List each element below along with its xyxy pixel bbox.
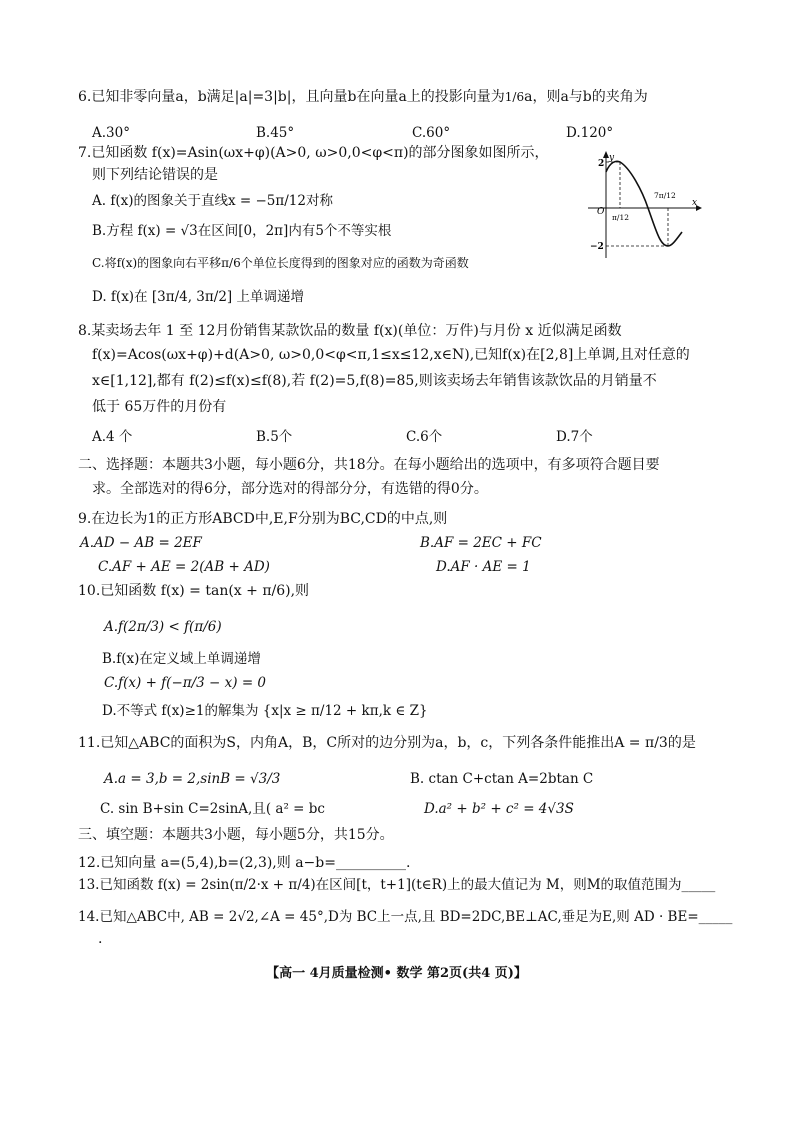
q13-stem: 13.已知函数 f(x) = 2sin(π/2·x + π/4)在区间[t，t+1](t∈R)上的最大值记为 M，则M的取值范围为_____ (78, 877, 716, 893)
q7-option-d: D. f(x)在 [3π/4, 3π/2] 上单调递增 (92, 289, 304, 305)
q11-stem: 11.已知△ABC的面积为S，内角A，B，C所对的边分别为a，b，c，下列各条件能推出A = π/3的是 (78, 735, 696, 751)
q8-option-d: D.7个 (556, 429, 593, 445)
q14-stem: 14.已知△ABC中, AB = 2√2,∠A = 45°,D为 BC上一点,且 BD=2DC,BE⊥AC,垂足为E,则 AD · BE=_____ (78, 909, 733, 925)
q7-option-a: A. f(x)的图象关于直线x = −5π/12对称 (92, 193, 333, 209)
q7-stem-2: 则下列结论错误的是 (92, 167, 218, 183)
q6-option-a: A.30° (92, 125, 130, 141)
q11-option-d: D.a² + b² + c² = 4√3S (424, 801, 574, 817)
q11-option-c: C. sin B+sin C=2sinA,且( a² = bc (100, 801, 325, 817)
q10-option-d: D.不等式 f(x)≥1的解集为 {x|x ≥ π/12 + kπ,k ∈ Z} (102, 703, 428, 719)
q6-option-b: B.45° (256, 125, 295, 141)
q7-option-c: C.将f(x)的图象向右平移π/6个单位长度得到的图象对应的函数为奇函数 (92, 256, 469, 270)
section-2-heading-2: 求。全部选对的得6分，部分选对的得部分分，有选错的得0分。 (92, 481, 488, 497)
section-3-heading: 三、填空题：本题共3小题，每小题5分，共15分。 (78, 827, 394, 843)
q9-option-d: D.AF · AE = 1 (436, 559, 531, 575)
q7-stem-1: 7.已知函数 f(x)=Asin(ωx+φ)(A>0, ω>0,0<φ<π)的部分图象如图所示， (78, 145, 549, 161)
q8-option-b: B.5个 (256, 429, 293, 445)
q14-continuation: . (98, 931, 103, 947)
q11-option-b: B. ctan C+ctan A=2btan C (410, 771, 594, 787)
q9-stem: 9.在边长为1的正方形ABCD中,E,F分别为BC,CD的中点,则 (78, 511, 448, 527)
q10-option-a: A.f(2π/3) < f(π/6) (104, 619, 222, 635)
q9-option-a: A.AD − AB = 2EF (80, 535, 202, 551)
q10-stem: 10.已知函数 f(x) = tan(x + π/6),则 (78, 583, 310, 599)
origin-label: O (597, 207, 605, 217)
q11-option-a: A.a = 3,b = 2,sinB = √3/3 (104, 771, 281, 787)
x-axis-label: x (692, 198, 698, 208)
q9-option-b: B.AF = 2EC + FC (420, 535, 542, 551)
q7-sine-graph (584, 150, 704, 262)
q7-option-b: B.方程 f(x) = √3在区间[0，2π]内有5个不等实根 (92, 223, 392, 239)
q6-option-d: D.120° (566, 125, 614, 141)
page-footer: 【高一 4月质量检测• 数学 第2页(共4 页)】 (266, 966, 527, 981)
q12-stem: 12.已知向量 a=(5,4),b=(2,3),则 a−b=__________. (78, 855, 411, 871)
q9-option-c: C.AF + AE = 2(AB + AD) (98, 559, 270, 575)
q6-stem-text: 6.已知非零向量a，b满足|a|=3|b|，且向量b在向量a上的投影向量为 (78, 89, 505, 105)
y-max-label: 2 (598, 159, 605, 169)
q10-option-c: C.f(x) + f(−π/3 − x) = 0 (104, 675, 267, 691)
q8-option-c: C.6个 (406, 429, 443, 445)
q10-option-b: B.f(x)在定义域上单调递增 (102, 651, 261, 667)
sine-curve (606, 161, 682, 246)
q6-option-c: C.60° (412, 125, 451, 141)
section-2-heading-1: 二、选择题：本题共3小题，每小题6分，共18分。在每小题给出的选项中，有多项符合题目要 (78, 457, 660, 473)
q6-stem-end: a，则a与b的夹角为 (524, 89, 648, 105)
q8-line-1: 8.某卖场去年 1 至 12月份销售某款饮品的数量 f(x)(单位：万件)与月份 x 近似满足函数 (78, 323, 622, 339)
q8-option-a: A.4 个 (92, 429, 133, 445)
q8-line-2: f(x)=Acos(ωx+φ)+d(A>0, ω>0,0<φ<π,1≤x≤12,x∈N),已知f(x)在[2,8]上单调,且对任意的 (92, 347, 690, 363)
q6-stem (78, 88, 648, 106)
q8-line-4: 低于 65万件的月份有 (92, 399, 227, 415)
q8-line-3: x∈[1,12],都有 f(2)≤f(x)≤f(8),若 f(2)=5,f(8)=85,则该卖场去年销售该款饮品的月销量不 (92, 373, 657, 389)
y-min-label: −2 (590, 242, 604, 252)
q6-frac: 1/6 (504, 90, 525, 104)
tick-pi-12: π/12 (612, 213, 629, 222)
tick-7pi-12: 7π/12 (654, 191, 676, 200)
y-axis-label: y (609, 153, 615, 163)
